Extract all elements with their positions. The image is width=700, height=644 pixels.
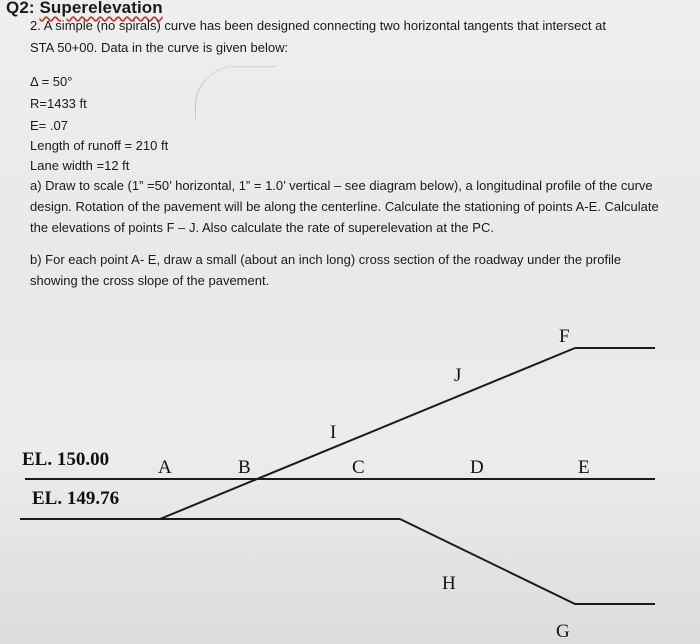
point-label-g: G xyxy=(556,621,570,642)
question-title: Superelevation xyxy=(39,0,163,17)
question-number: Q2: xyxy=(6,0,40,17)
point-label-i: I xyxy=(330,422,337,443)
point-label-c: C xyxy=(352,457,365,478)
point-label-d: D xyxy=(470,457,484,478)
inner-edge-profile xyxy=(400,519,655,604)
point-label-e: E xyxy=(578,457,590,478)
point-label-h: H xyxy=(442,573,456,594)
part-b-text: b) For each point A- E, draw a small (about an inch long) cross section of the roadway under the profile showing the cross slope of the pavement. xyxy=(30,252,622,288)
given-lane-width: Lane width =12 ft xyxy=(30,158,130,173)
pencil-mark xyxy=(195,66,276,119)
point-label-b: B xyxy=(238,457,251,478)
given-runoff-length: Length of runoff = 210 ft xyxy=(30,138,169,153)
elevation-label-upper: EL. 150.00 xyxy=(22,449,110,470)
point-label-f: F xyxy=(559,326,570,347)
given-radius: R=1433 ft xyxy=(30,96,87,111)
intro-line-1: 2. A simple (no spirals) curve has been designed connecting two horizontal tangents that intersect at xyxy=(30,18,606,33)
part-a-text: a) Draw to scale (1” =50’ horizontal, 1” = 1.0’ vertical – see diagram below), a longitudinal profile of the curve design. Rotation of the pavement will be along the centerline. Calculate the stationing of points A-E. Calculate the elevations of points F – J. Also calculate the rate of superelevation at the PC. xyxy=(30,178,659,235)
given-superelevation: E= .07 xyxy=(30,118,68,133)
question-heading xyxy=(6,0,163,18)
given-delta: Δ = 50° xyxy=(30,74,73,89)
intro-line-2: STA 50+00. Data in the curve is given below: xyxy=(30,40,289,55)
point-label-a: A xyxy=(158,457,172,478)
point-label-j: J xyxy=(454,365,462,386)
elevation-label-lower: EL. 149.76 xyxy=(32,488,120,509)
superelevation-profile-diagram xyxy=(0,300,700,644)
outer-edge-profile xyxy=(160,348,575,519)
